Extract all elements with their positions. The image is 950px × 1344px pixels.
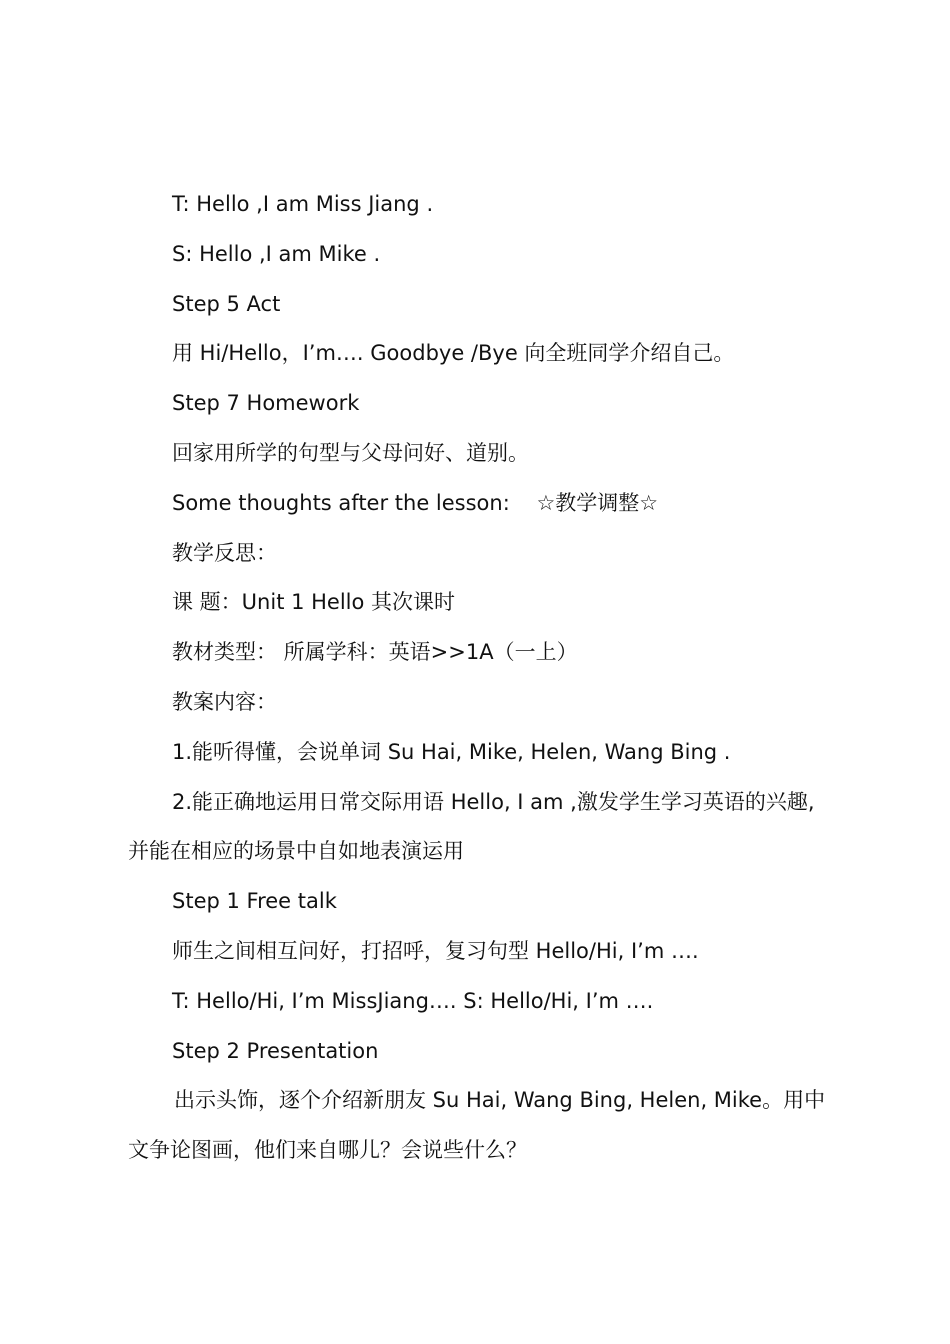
objective-1: 1.能听得懂，会说单词 Su Hai, Mike, Helen, Wang Bing . <box>172 739 731 764</box>
dialogue-teacher-line: T: Hello ,I am Miss Jiang . <box>172 192 434 216</box>
step-5-heading: Step 5 Act <box>172 291 281 316</box>
homework-instruction: 回家用所学的句型与父母问好、道别。 <box>172 440 529 465</box>
lesson-title: 课 题：Unit 1 Hello 其次课时 <box>172 590 456 615</box>
dialogue-student-line: S: Hello ,I am Mike . <box>172 241 381 266</box>
step-1-dialogue: T: Hello/Hi, I’m MissJiang…. S: Hello/Hi, I’m …. <box>172 988 654 1013</box>
lesson-content-label: 教案内容： <box>172 689 277 714</box>
lesson-plan-text <box>128 180 834 1176</box>
step-1-instruction: 师生之间相互问好，打招呼，复习句型 Hello/Hi, I’m …. <box>172 938 699 963</box>
step-1-heading: Step 1 Free talk <box>172 889 337 914</box>
step-7-heading: Step 7 Homework <box>172 391 360 416</box>
step-5-instruction: 用 Hi/Hello，I’m…. Goodbye /Bye 向全班同学介绍自己。 <box>172 341 735 366</box>
thoughts-heading: Some thoughts after the lesson: ☆教学调整☆ <box>172 490 659 515</box>
reflection-label: 教学反思： <box>172 540 277 565</box>
objective-2: 2.能正确地运用日常交际用语 Hello, I am ,激发学生学习英语的兴趣,并能在相应的场景中自如地表演运用 <box>128 789 815 864</box>
step-2-instruction: 出示头饰，逐个介绍新朋友 Su Hai, Wang Bing, Helen, Mike。用中文争论图画，他们来自哪儿？会说些什么？ <box>128 1088 826 1163</box>
step-2-heading: Step 2 Presentation <box>172 1038 379 1063</box>
material-type: 教材类型： 所属学科：英语>>1A（一上） <box>172 640 578 665</box>
